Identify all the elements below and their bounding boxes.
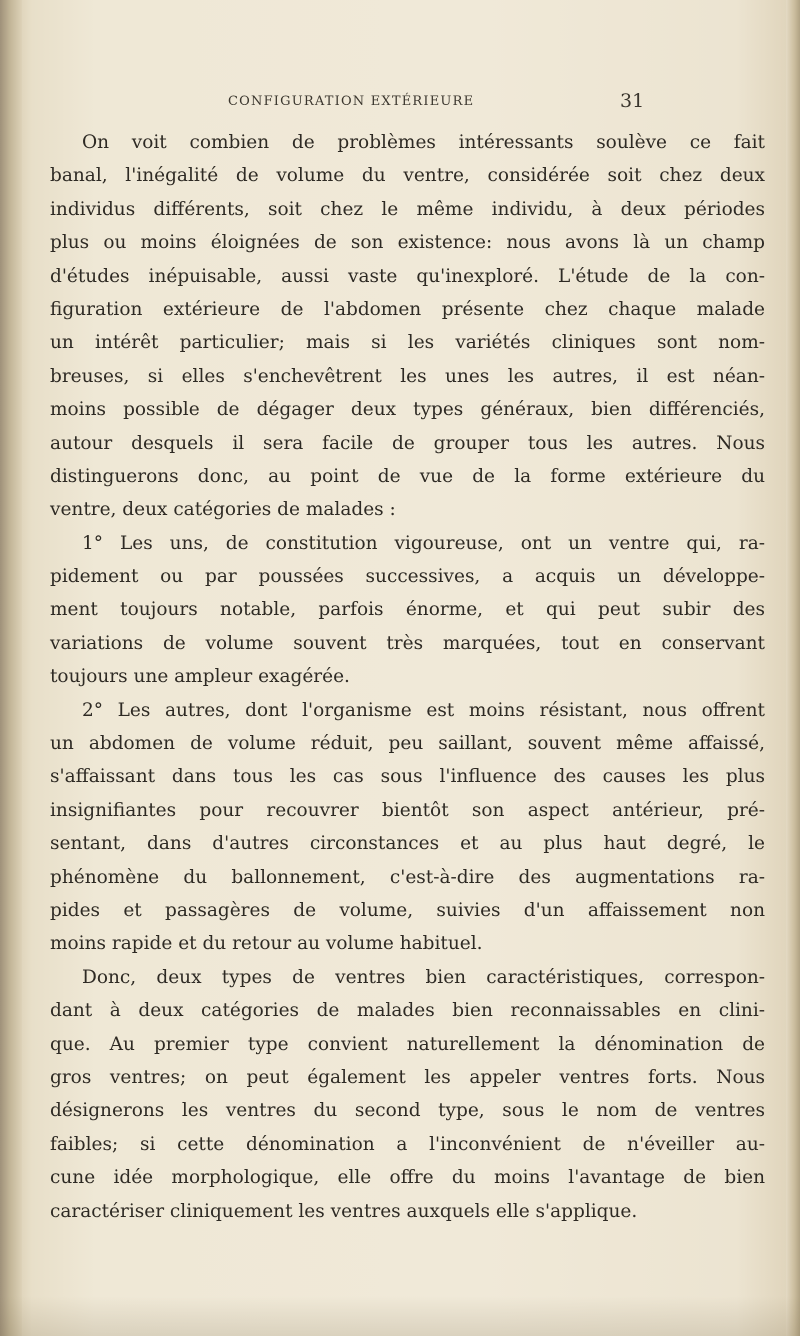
text-line: individus différents, soit chez le même individu, à deux périodes: [50, 198, 765, 220]
text-line: un intérêt particulier; mais si les variétés cliniques sont nom-: [50, 332, 765, 354]
text-line: s'affaissant dans tous les cas sous l'influence des causes les plus: [50, 766, 765, 788]
text-line: ment toujours notable, parfois énorme, et qui peut subir des: [50, 599, 765, 621]
text-line: faibles; si cette dénomination a l'inconvénient de n'éveiller au-: [50, 1133, 765, 1155]
text-line: ventre, deux catégories de malades :: [50, 499, 396, 521]
text-line: banal, l'inégalité de volume du ventre, considérée soit chez deux: [50, 165, 765, 187]
text-line: Donc, deux types de ventres bien caractéristiques, correspon-: [82, 966, 765, 988]
text-line: moins rapide et du retour au volume habituel.: [50, 933, 483, 955]
text-line: 1° Les uns, de constitution vigoureuse, ont un ventre qui, ra-: [82, 532, 765, 554]
text-line: cune idée morphologique, elle offre du moins l'avantage de bien: [50, 1167, 765, 1189]
text-line: que. Au premier type convient naturellement la dénomination de: [50, 1033, 765, 1055]
text-line: insignifiantes pour recouvrer bientôt son aspect antérieur, pré-: [50, 799, 765, 821]
text-line: désignerons les ventres du second type, sous le nom de ventres: [50, 1100, 765, 1122]
text-line: d'études inépuisable, aussi vaste qu'inexploré. L'étude de la con-: [50, 265, 765, 287]
text-line: sentant, dans d'autres circonstances et au plus haut degré, le: [50, 833, 765, 855]
text-line: distinguerons donc, au point de vue de la forme extérieure du: [50, 465, 765, 487]
page-gutter-shadow: [0, 0, 22, 1336]
page-number: 31: [620, 90, 645, 112]
page-bottom-shade: [0, 1296, 800, 1336]
page-header: [0, 90, 800, 120]
text-line: On voit combien de problèmes intéressants soulève ce fait: [82, 132, 765, 153]
running-head: CONFIGURATION EXTÉRIEURE: [228, 94, 475, 109]
text-line: dant à deux catégories de malades bien reconnaissables en clini-: [50, 1000, 765, 1022]
text-line: pidement ou par poussées successives, a acquis un développe-: [50, 566, 765, 588]
text-line: plus ou moins éloignées de son existence: nous avons là un champ: [50, 232, 765, 254]
text-line: pides et passagères de volume, suivies d'un affaissement non: [50, 899, 765, 921]
text-line: gros ventres; on peut également les appeler ventres forts. Nous: [50, 1066, 765, 1088]
page-right-edge: [786, 0, 800, 1336]
text-line: toujours une ampleur exagérée.: [50, 666, 350, 688]
text-line: 2° Les autres, dont l'organisme est moins résistant, nous offrent: [82, 699, 765, 721]
text-line: un abdomen de volume réduit, peu saillant, souvent même affaissé,: [50, 733, 765, 755]
text-line: autour desquels il sera facile de grouper tous les autres. Nous: [50, 432, 765, 454]
body-text: [50, 126, 765, 1228]
text-line: breuses, si elles s'enchevêtrent les unes les autres, il est néan-: [50, 365, 765, 387]
text-line: variations de volume souvent très marquées, tout en conservant: [50, 632, 765, 654]
text-line: phénomène du ballonnement, c'est-à-dire des augmentations ra-: [50, 866, 765, 888]
text-line: moins possible de dégager deux types généraux, bien différenciés,: [50, 399, 765, 421]
text-line: caractériser cliniquement les ventres auxquels elle s'applique.: [50, 1200, 638, 1222]
text-line: figuration extérieure de l'abdomen présente chez chaque malade: [50, 298, 765, 320]
